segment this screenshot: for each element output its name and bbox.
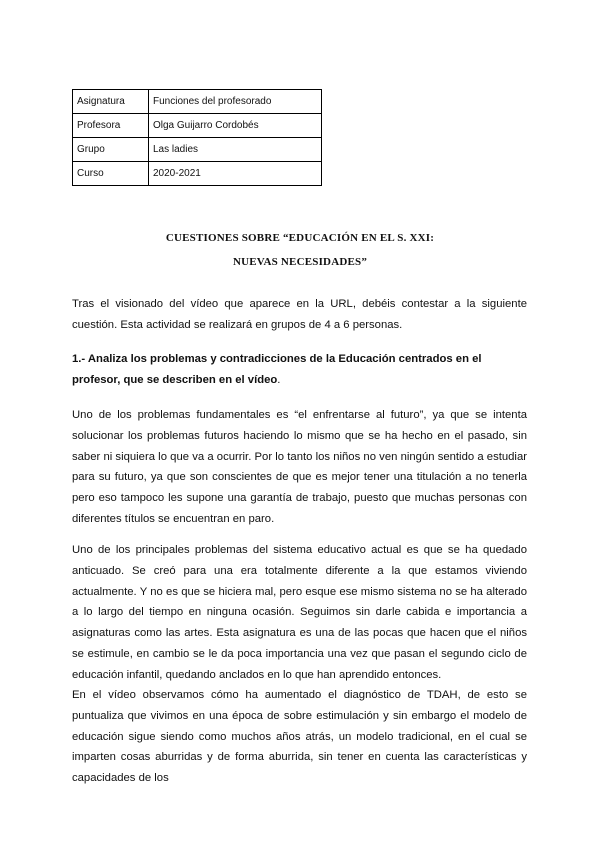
info-value: Funciones del profesorado <box>149 90 322 114</box>
info-value: Olga Guijarro Cordobés <box>149 114 322 138</box>
info-label: Profesora <box>73 114 149 138</box>
question-end: . <box>277 373 281 386</box>
info-label: Grupo <box>73 138 149 162</box>
intro-paragraph: Tras el visionado del vídeo que aparece en la URL, debéis contestar a la siguiente cuestión. Esta actividad se realizará en grupos de 4 a 6 personas. <box>72 298 527 331</box>
answer-paragraph: Uno de los principales problemas del sistema educativo actual es que se ha quedado anticuado. Se creó para una era totalmente diferente a la que estamos viviendo actualmente. Y no es que se hiciera mal, pero esque ese mismo sistema no se ha alterado a lo largo del tiempo en ninguna ocasión. Seguimos sin darle cabida e importancia a asignaturas como las artes. Esta asignatura es una de las pocas que hacen que el niños se estimule, en cambio se le da poca importancia una vez que pasan el segundo ciclo de educación infantil, quedando anclados en lo que han aprendido entonces. <box>72 544 527 681</box>
answer-paragraph: Uno de los problemas fundamentales es “el enfrentarse al futuro”, ya que se intenta solucionar los problemas futuros haciendo lo mismo que se ha hecho en el pasado, sin saber ni siquiera lo que va a ocurrir. Por lo tanto los niños no ven ningún sentido a estudiar para su futuro, ya que son conscientes de que es mejor tener una titulación a no tenerla pero eso tampoco les supone una garantía de trabajo, puesto que muchas personas con diferentes títulos se encuentran en paro. <box>72 409 527 525</box>
info-value: 2020-2021 <box>149 162 322 186</box>
table-row <box>73 138 322 162</box>
question-heading <box>72 349 532 391</box>
info-table <box>72 89 322 186</box>
table-row <box>73 90 322 114</box>
info-label: Curso <box>73 162 149 186</box>
info-label: Asignatura <box>73 90 149 114</box>
table-row <box>73 114 322 138</box>
question-text: 1.- Analiza los problemas y contradicciones de la Educación centrados en el profesor, que se describen en el vídeo <box>72 353 482 386</box>
answer-paragraph: En el vídeo observamos cómo ha aumentado el diagnóstico de TDAH, de esto se puntualiza que vivimos en una época de sobre estimulación y sin embargo el modelo de educación sigue siendo como muchos años atrás, un modelo tradicional, en el cual se imparten cosas aburridas y de forma aburrida, sin tener en cuenta las características y capacidades de los <box>72 689 527 785</box>
document-title-line-2: NUEVAS NECESIDADES” <box>232 256 368 268</box>
document-title-line-1: CUESTIONES SOBRE “EDUCACIÓN EN EL S. XXI: <box>165 232 435 244</box>
info-value: Las ladies <box>149 138 322 162</box>
table-row <box>73 162 322 186</box>
